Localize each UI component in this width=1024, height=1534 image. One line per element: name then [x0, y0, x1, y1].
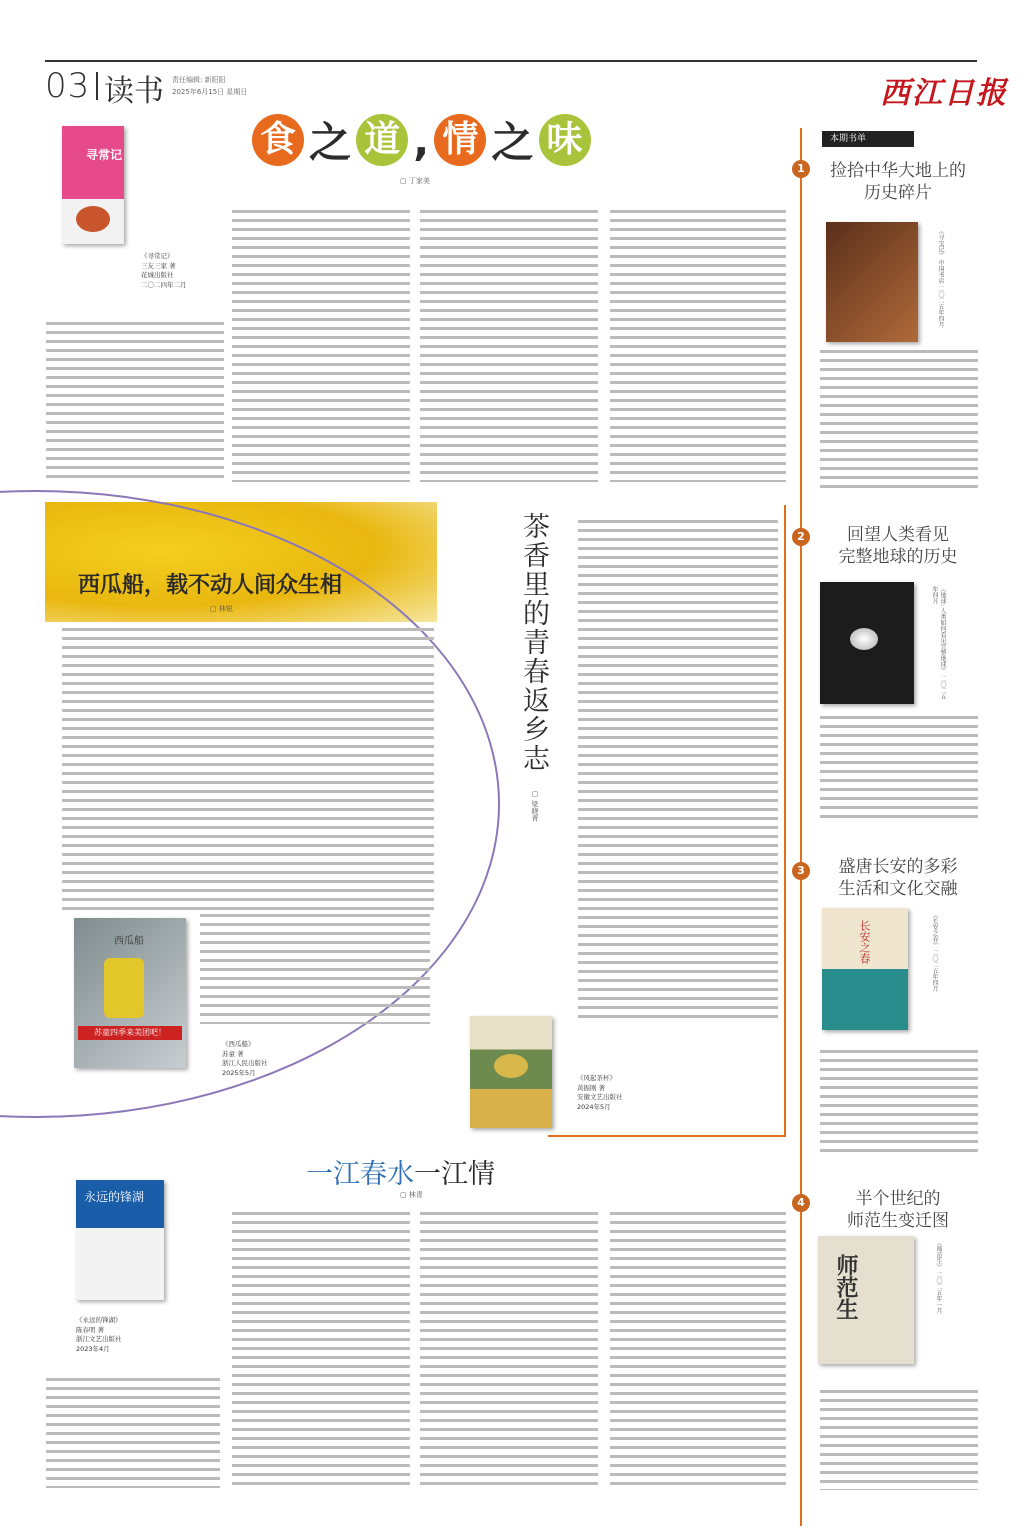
- river-title: [306, 1152, 495, 1191]
- headline-char: 味: [539, 114, 591, 166]
- title-black: 一江情: [414, 1159, 495, 1190]
- byline-name: 林青: [408, 1191, 423, 1199]
- text-block: [200, 914, 430, 1024]
- text-block: [232, 1212, 410, 1488]
- book-date: 2024年5月: [577, 1102, 611, 1111]
- book-cover-tea: [470, 1016, 552, 1128]
- newspaper-masthead: 西江日报: [880, 76, 1008, 111]
- text-block: [420, 210, 598, 482]
- book-publisher: 安徽文艺出版社: [577, 1093, 623, 1101]
- page-number: 03: [45, 66, 91, 106]
- book-cover-xunchangji: [62, 126, 124, 244]
- title-line: 盛唐长安的多彩: [838, 857, 958, 877]
- book-author: 陈春明 著: [76, 1325, 105, 1334]
- text-block: [420, 1212, 598, 1488]
- cover-title: 永远的锋湖: [84, 1190, 145, 1204]
- tea-byline: ▢ 梁晓青: [531, 790, 539, 822]
- book-caption-river: [76, 1316, 122, 1354]
- main-headline: [252, 110, 591, 174]
- figure-illustration: [104, 958, 144, 1018]
- headline-char: 食: [252, 114, 304, 166]
- text-block: [610, 1212, 786, 1488]
- book-title: 《永远的锋湖》: [76, 1316, 122, 1324]
- sidebar-caption: 《寻宝记》 中国书店 二〇二五年四月: [937, 228, 944, 328]
- header-divider: [96, 72, 98, 100]
- book-publisher: 浙江人民出版社: [222, 1059, 268, 1067]
- book-title: 《寻常记》: [141, 252, 174, 260]
- text-block: [62, 628, 434, 910]
- cover-title: 长安之春: [858, 920, 871, 964]
- book-author: 三友三家 著: [141, 261, 176, 270]
- book-publisher: 花城出版社: [141, 271, 174, 279]
- headline-char: 之: [491, 118, 534, 167]
- text-block: [820, 1390, 978, 1490]
- headline-char: 情: [434, 114, 486, 166]
- food-illustration: [76, 206, 110, 232]
- book-date: 二〇二四年二月: [141, 280, 187, 289]
- cover-title: 寻常记: [86, 148, 123, 162]
- headline-char: 道: [356, 114, 408, 166]
- book-publisher: 浙江文艺出版社: [76, 1335, 122, 1343]
- cover-title: 师范生: [833, 1254, 858, 1320]
- book-author: 黄振刚 著: [577, 1083, 606, 1092]
- sidebar-tag: 本期书单: [822, 131, 914, 147]
- sidebar-number: 1: [792, 160, 810, 178]
- title-line: 回望人类看见: [847, 525, 949, 545]
- book-cover-sidebar-2: [820, 582, 914, 704]
- text-block: [820, 716, 978, 820]
- river-byline: ▢ 林青: [400, 1191, 423, 1199]
- book-cover-sidebar-3: [822, 908, 908, 1030]
- sidebar-caption: 《师范生》 二〇二五年一月: [935, 1240, 942, 1314]
- book-cover-xiguachuan: [74, 918, 186, 1068]
- book-caption-watermelon: [222, 1040, 268, 1078]
- byline-name: 丁家美: [408, 177, 430, 185]
- earth-illustration: [850, 628, 878, 650]
- text-block: [46, 1378, 220, 1488]
- sidebar-number: 3: [792, 862, 810, 880]
- tea-title: 茶香里的青春返乡志: [518, 512, 549, 773]
- editor-line: 责任编辑: 新阳阳: [172, 76, 226, 84]
- sidebar-title: [818, 1188, 978, 1232]
- text-block: [820, 1050, 978, 1154]
- teacup-illustration: [494, 1054, 528, 1078]
- sidebar-title: [818, 160, 978, 204]
- date-line: 2025年6月15日 星期日: [172, 88, 248, 96]
- text-block: [578, 520, 778, 1020]
- book-title: 《西瓜船》: [222, 1040, 255, 1048]
- sidebar-number: 2: [792, 528, 810, 546]
- book-cover-sidebar-1: [826, 222, 918, 342]
- book-author: 苏童 著: [222, 1049, 244, 1058]
- cover-banner: 苏童四季来美团吧！: [78, 1026, 182, 1040]
- title-line: 生活和文化交融: [838, 879, 958, 899]
- byline-name: 林锐: [218, 605, 233, 613]
- sidebar-rule: [800, 128, 802, 1526]
- main-byline: ▢ 丁家美: [400, 177, 430, 185]
- sidebar-number: 4: [792, 1194, 810, 1212]
- sidebar-caption: 《地球: 人类如何看见完整地球》 二〇二五年四月: [931, 586, 946, 700]
- book-title: 《风起茶杯》: [577, 1074, 616, 1082]
- byline-name: 梁晓青: [531, 800, 539, 822]
- watermelon-title: 西瓜船，载不动人间众生相: [78, 573, 343, 598]
- book-caption-main: [141, 252, 187, 290]
- sidebar-title: [818, 856, 978, 900]
- title-line: 师范生变迁图: [847, 1211, 949, 1231]
- book-date: 2025年5月: [222, 1068, 256, 1077]
- title-line: 历史碎片: [864, 183, 932, 203]
- book-cover-sidebar-4: [818, 1236, 914, 1364]
- text-block: [610, 210, 786, 482]
- sidebar-caption: 《长安之春》 二〇二五年四月: [931, 912, 938, 992]
- header-rule: [45, 60, 977, 62]
- book-caption-tea: [577, 1074, 623, 1112]
- title-line: 半个世纪的: [855, 1189, 941, 1209]
- headline-char: 之: [309, 118, 352, 167]
- title-line: 完整地球的历史: [838, 547, 958, 567]
- sidebar-title: [818, 524, 978, 568]
- title-blue: 一江春水: [306, 1159, 414, 1190]
- cover-title: 西瓜船: [114, 936, 144, 947]
- headline-char: ,: [413, 115, 430, 165]
- book-cover-river: [76, 1180, 164, 1300]
- watermelon-byline: ▢ 林锐: [210, 605, 233, 613]
- text-block: [232, 210, 410, 482]
- text-block: [820, 350, 978, 490]
- section-title: 读书: [104, 74, 164, 109]
- book-date: 2023年4月: [76, 1344, 110, 1353]
- title-line: 捡拾中华大地上的: [830, 161, 966, 181]
- text-block: [46, 322, 224, 482]
